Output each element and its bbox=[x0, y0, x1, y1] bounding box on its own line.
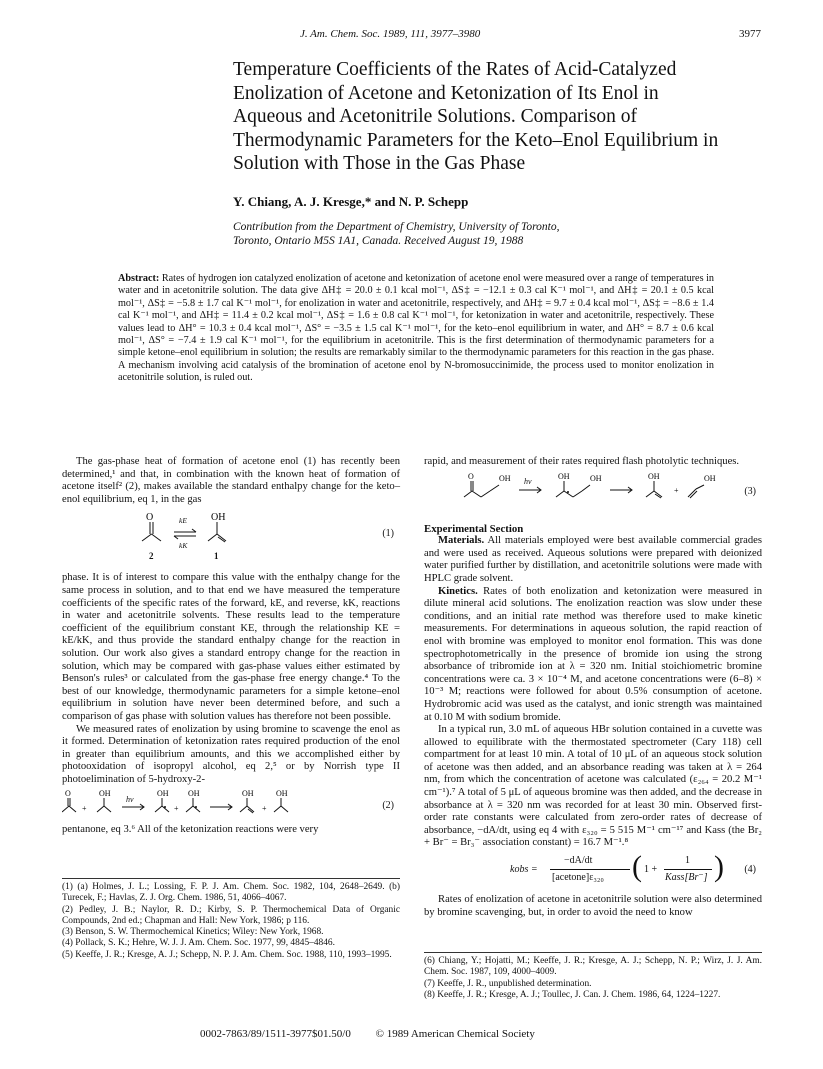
eq1-number: (1) bbox=[382, 528, 394, 540]
equation-4 bbox=[424, 850, 762, 894]
eq4-denominator: [acetone]ε₃₂₀ bbox=[552, 872, 604, 884]
intro-paragraph: The gas-phase heat of formation of acetone enol (1) has recently been determined,¹ and that, in combination with the known heat of formation of acetone itself² (2), makes available the standard enthalpy change for the keto–enol equilibrium, eq 1, in the gas bbox=[62, 456, 400, 505]
footnote: (5) Keeffe, J. R.; Kresge, A. J.; Schepp, N. P. J. Am. Chem. Soc. 1988, 110, 1993–1995. bbox=[62, 949, 392, 960]
eq4-numerator: −dA/dt bbox=[564, 855, 593, 867]
svg-text:OH: OH bbox=[558, 471, 570, 481]
eq4-close-paren: ) bbox=[714, 850, 724, 884]
footnotes-right bbox=[424, 956, 762, 1001]
svg-text:OH: OH bbox=[157, 789, 169, 799]
eq1-rate-reverse: kK bbox=[179, 541, 188, 551]
body-paragraph bbox=[424, 535, 762, 585]
paragraph-text: Rates of both enolization and ketonization were measured in dilute mineral acid solutions. The enolization reaction was slow under these conditions, and an initial rate method was therefore used to make kinetic measurements. For determinations in aqueous solution, the rapid reaction of enol with bromine was employed to monitor enol formation. This was done spectrophotometrically in the presence of bromide ion using the strong absorbance of tribromide ion at λ = 320 nm. Initial stoichiometric bromine concentrations were ca. 3 × 10⁻⁴ M, and acetone concentrations were (6–8) × 10⁻³ M; reactions were followed for about 0.5% consumption of acetone. Hydrobromic acid was used as the catalyst, and ionic strength was maintained at 0.10 M with sodium bromide. bbox=[424, 585, 762, 723]
title-line: Thermodynamic Parameters for the Keto–Enol Equilibrium in bbox=[233, 129, 719, 151]
footnote: (8) Keeffe, J. R.; Kresge, A. J.; Toullec, J. Can. J. Chem. 1986, 64, 1224–1227. bbox=[424, 989, 721, 1000]
title-line: Solution with Those in the Gas Phase bbox=[233, 153, 526, 174]
paragraph-text: All materials employed were best available commercial grades and were used as received. Aqueous solutions were prepared with deionized water purified further by distillation, and acetonitrile solutions were made with HPLC grade solvent. bbox=[424, 535, 762, 584]
footnote: (3) Benson, S. W. Thermochemical Kinetics; Wiley: New York, 1968. bbox=[62, 927, 324, 938]
affiliation bbox=[233, 220, 559, 248]
body-paragraph: rapid, and measurement of their rates required flash photolytic techniques. bbox=[424, 456, 740, 467]
footnote: (4) Pollack, S. K.; Hehre, W. J. J. Am. Chem. Soc. 1977, 99, 4845–4846. bbox=[62, 938, 335, 949]
svg-text:OH: OH bbox=[276, 789, 288, 799]
affiliation-line: Contribution from the Department of Chemistry, University of Toronto, bbox=[233, 221, 560, 233]
eq4-inner-bar bbox=[664, 869, 712, 870]
svg-text:O: O bbox=[146, 512, 154, 524]
eq3-light-label: hν bbox=[524, 476, 532, 486]
run-in-heading: Kinetics. bbox=[438, 585, 478, 597]
title-line: Aqueous and Acetonitrile Solutions. Comparison of bbox=[233, 106, 638, 127]
footnote: (6) Chiang, Y.; Hojatti, M.; Keeffe, J. R.; Kresge, A. J.; Schepp, N. P.; Wirz, J. J. Am. Chem. Soc. 1987, 109, 4000–4009. bbox=[424, 956, 762, 978]
article-code: 0002-7863/89/1511-3977$01.50/0 bbox=[200, 1028, 351, 1040]
equation-3-scheme bbox=[424, 471, 762, 521]
svg-text:+: + bbox=[262, 804, 267, 814]
page-footer bbox=[200, 1028, 557, 1040]
svg-text:OH: OH bbox=[211, 512, 226, 524]
abstract-label: Abstract: bbox=[118, 273, 160, 284]
body-paragraph: phase. It is of interest to compare this value with the enthalpy change for the same process in solution, and to that end we have measured the temperature coefficients of the specific rates of the forward, kE, and reverse, kK, reactions in water and acetonitrile solvents. These results lead to the temperature coefficient of the equilibrium constant KE, through the relationship KE = kE/kK, and thus provide the standard enthalpy change for the reaction in solution. Our work also gives a standard entropy change for the reaction in solution, which may be compared with gas-phase values either estimated by Benson's rules³ or calculated from the gas-phase free energy change.⁴ To the best of our knowledge, thermodynamic parameters for a simple ketone–enol equilibrium in solution have never been determined before, and such a comparison of gas phase with solution values has therefore not been possible. bbox=[62, 572, 400, 722]
affiliation-line: Toronto, Ontario M5S 1A1, Canada. Received August 19, 1988 bbox=[233, 235, 524, 247]
journal-citation: J. Am. Chem. Soc. 1989, 111, 3977–3980 bbox=[300, 28, 481, 40]
eq3-number: (3) bbox=[744, 485, 756, 497]
svg-text:O: O bbox=[65, 789, 71, 799]
svg-text:OH: OH bbox=[242, 789, 254, 799]
svg-text:OH: OH bbox=[99, 789, 111, 799]
body-paragraph: pentanone, eq 3.⁶ All of the ketonization reactions were very bbox=[62, 824, 319, 836]
right-column bbox=[424, 456, 762, 919]
equation-2-scheme bbox=[62, 788, 400, 822]
section-heading: Experimental Section bbox=[424, 522, 524, 535]
body-paragraph bbox=[424, 586, 762, 725]
footnote-rule-left bbox=[62, 878, 400, 879]
eq2-number: (2) bbox=[382, 800, 394, 812]
run-in-heading: Materials. bbox=[438, 535, 485, 547]
eq4-number: (4) bbox=[744, 864, 756, 876]
svg-text:OH: OH bbox=[704, 473, 716, 483]
title-line: Enolization of Acetone and Ketonization of Its Enol in bbox=[233, 82, 659, 104]
svg-text:OH: OH bbox=[499, 473, 511, 483]
eq4-inner-numerator: 1 bbox=[685, 855, 690, 867]
eq4-inner-denominator: Kass[Br⁻] bbox=[665, 872, 708, 884]
eq1-compound-1: 1 bbox=[214, 551, 219, 562]
svg-text:OH: OH bbox=[648, 471, 660, 481]
eq1-compound-2: 2 bbox=[149, 551, 154, 562]
eq4-open-paren: ( bbox=[632, 850, 642, 884]
author-list: Y. Chiang, A. J. Kresge,* and N. P. Schepp bbox=[233, 194, 469, 209]
article-title bbox=[233, 58, 793, 176]
svg-text:O: O bbox=[468, 471, 474, 481]
svg-text:+: + bbox=[174, 804, 179, 814]
body-paragraph: In a typical run, 3.0 mL of aqueous HBr solution contained in a cuvette was allowed to equilibrate with the thermostated spectrometer (Cary 118) cell compartment for at least 10 min. A total of 10 μL of an aqueous stock solution of acetone was then added, and an absorbance reading was taken at λ = 264 nm, from which the concentration of acetone was calculated (ε₂₆₄ = 20.2 M⁻¹ cm⁻¹).⁷ A total of 5 μL of aqueous bromine was then added, and the decrease in absorbance at λ = 320 nm was recorded for at least 30 min. Observed first-order rate constants were calculated from zero-order rates of decrease of absorbance, −dA/dt, using eq 4 with ε₃₂₀ = 5 515 M⁻¹ cm⁻¹⁷ and Kass (the Br₂ + Br⁻ = Br₃⁻ association constant) = 16.7 M⁻¹.⁸ bbox=[424, 724, 762, 849]
eq2-light-label: hν bbox=[126, 795, 134, 805]
equation-1-scheme bbox=[62, 508, 400, 570]
abstract bbox=[118, 273, 714, 385]
title-line: Temperature Coefficients of the Rates of Acid-Catalyzed bbox=[233, 59, 677, 80]
eq4-kobs: kobs = bbox=[510, 864, 538, 876]
svg-text:+: + bbox=[674, 485, 679, 495]
equation-2-structure bbox=[62, 788, 362, 820]
svg-text:+: + bbox=[82, 804, 87, 814]
footnote: (2) Pedley, J. B.; Naylor, R. D.; Kirby, S. P. Thermochemical Data of Organic Compounds, 2nd ed.; Chapman and Hall: New York, 1986; p 116. bbox=[62, 904, 400, 926]
equation-3-structure bbox=[424, 471, 762, 519]
abstract-text: Rates of hydrogen ion catalyzed enolization of acetone and ketonization of acetone enol were measured over a range of temperatures in water and in acetonitrile solution. The data give ΔH‡ = 20.0 ± 0.1 kcal mol⁻¹, ΔS‡ = −12.1 ± 0.3 cal K⁻¹ mol⁻¹, and ΔH‡ = 20.1 ± 0.5 kcal mol⁻¹, ΔS‡ = −5.8 ± 1.7 cal K⁻¹ mol⁻¹, for enolization in water and acetonitrile, respectively, and ΔH‡ = 9.7 ± 0.4 kcal mol⁻¹, ΔS‡ = −8.6 ± 1.4 cal K⁻¹ mol⁻¹, and ΔH‡ = 11.4 ± 0.2 kcal mol⁻¹, ΔS‡ = 1.6 ± 0.8 cal K⁻¹ mol⁻¹, for ketonization in water and acetonitrile, respectively. These values lead to ΔH° = 10.3 ± 0.4 kcal mol⁻¹, ΔS° = −3.5 ± 1.5 cal K⁻¹ mol⁻¹, for the keto–enol equilibrium in water, and ΔH° = 8.7 ± 0.6 kcal mol⁻¹, ΔS° = −7.4 ± 1.9 cal K⁻¹ mol⁻¹, for the equilibrium in acetonitrile. This is the first determination of thermodynamic parameters for a simple ketone–enol equilibrium in solution; the results are remarkably similar to the thermodynamic parameters for this reaction in the gas phase. A mechanism involving acid catalysis of the bromination of acetone enol by N-bromosuccinimide, the process used to monitor enolization in acetonitrile solution, is ruled out. bbox=[118, 273, 715, 384]
body-paragraph: We measured rates of enolization by using bromine to scavenge the enol as it formed. Determination of ketonization rates required production of the enol in greater than equilibrium amounts, and this we accomplished either by photooxidation of isopropyl alcohol, eq 2,⁵ or by Norrish type II photoelimination of 5-hydroxy-2- bbox=[62, 723, 400, 785]
page-number: 3977 bbox=[739, 28, 761, 40]
body-paragraph: Rates of enolization of acetone in acetonitrile solution were also determined by bromine scavenging, but, in order to avoid the need to know bbox=[424, 894, 762, 918]
footnote: (7) Keeffe, J. R., unpublished determination. bbox=[424, 978, 592, 989]
footnotes-left bbox=[62, 882, 400, 961]
left-column bbox=[62, 456, 400, 837]
eq1-rate-forward: kE bbox=[179, 516, 187, 526]
eq4-fraction-bar bbox=[550, 869, 630, 870]
footnote-rule-right bbox=[424, 952, 762, 953]
svg-text:OH: OH bbox=[188, 789, 200, 799]
svg-text:OH: OH bbox=[590, 473, 602, 483]
eq4-one-plus: 1 + bbox=[644, 864, 658, 876]
copyright-notice: © 1989 American Chemical Society bbox=[375, 1028, 535, 1040]
footnote: (1) (a) Holmes, J. L.; Lossing, F. P. J. Am. Chem. Soc. 1982, 104, 2648–2649. (b) Turecek, F.; Havlas, Z. J. Org. Chem. 1986, 51, 4066–4067. bbox=[62, 882, 400, 904]
equation-1-structure bbox=[62, 508, 262, 568]
